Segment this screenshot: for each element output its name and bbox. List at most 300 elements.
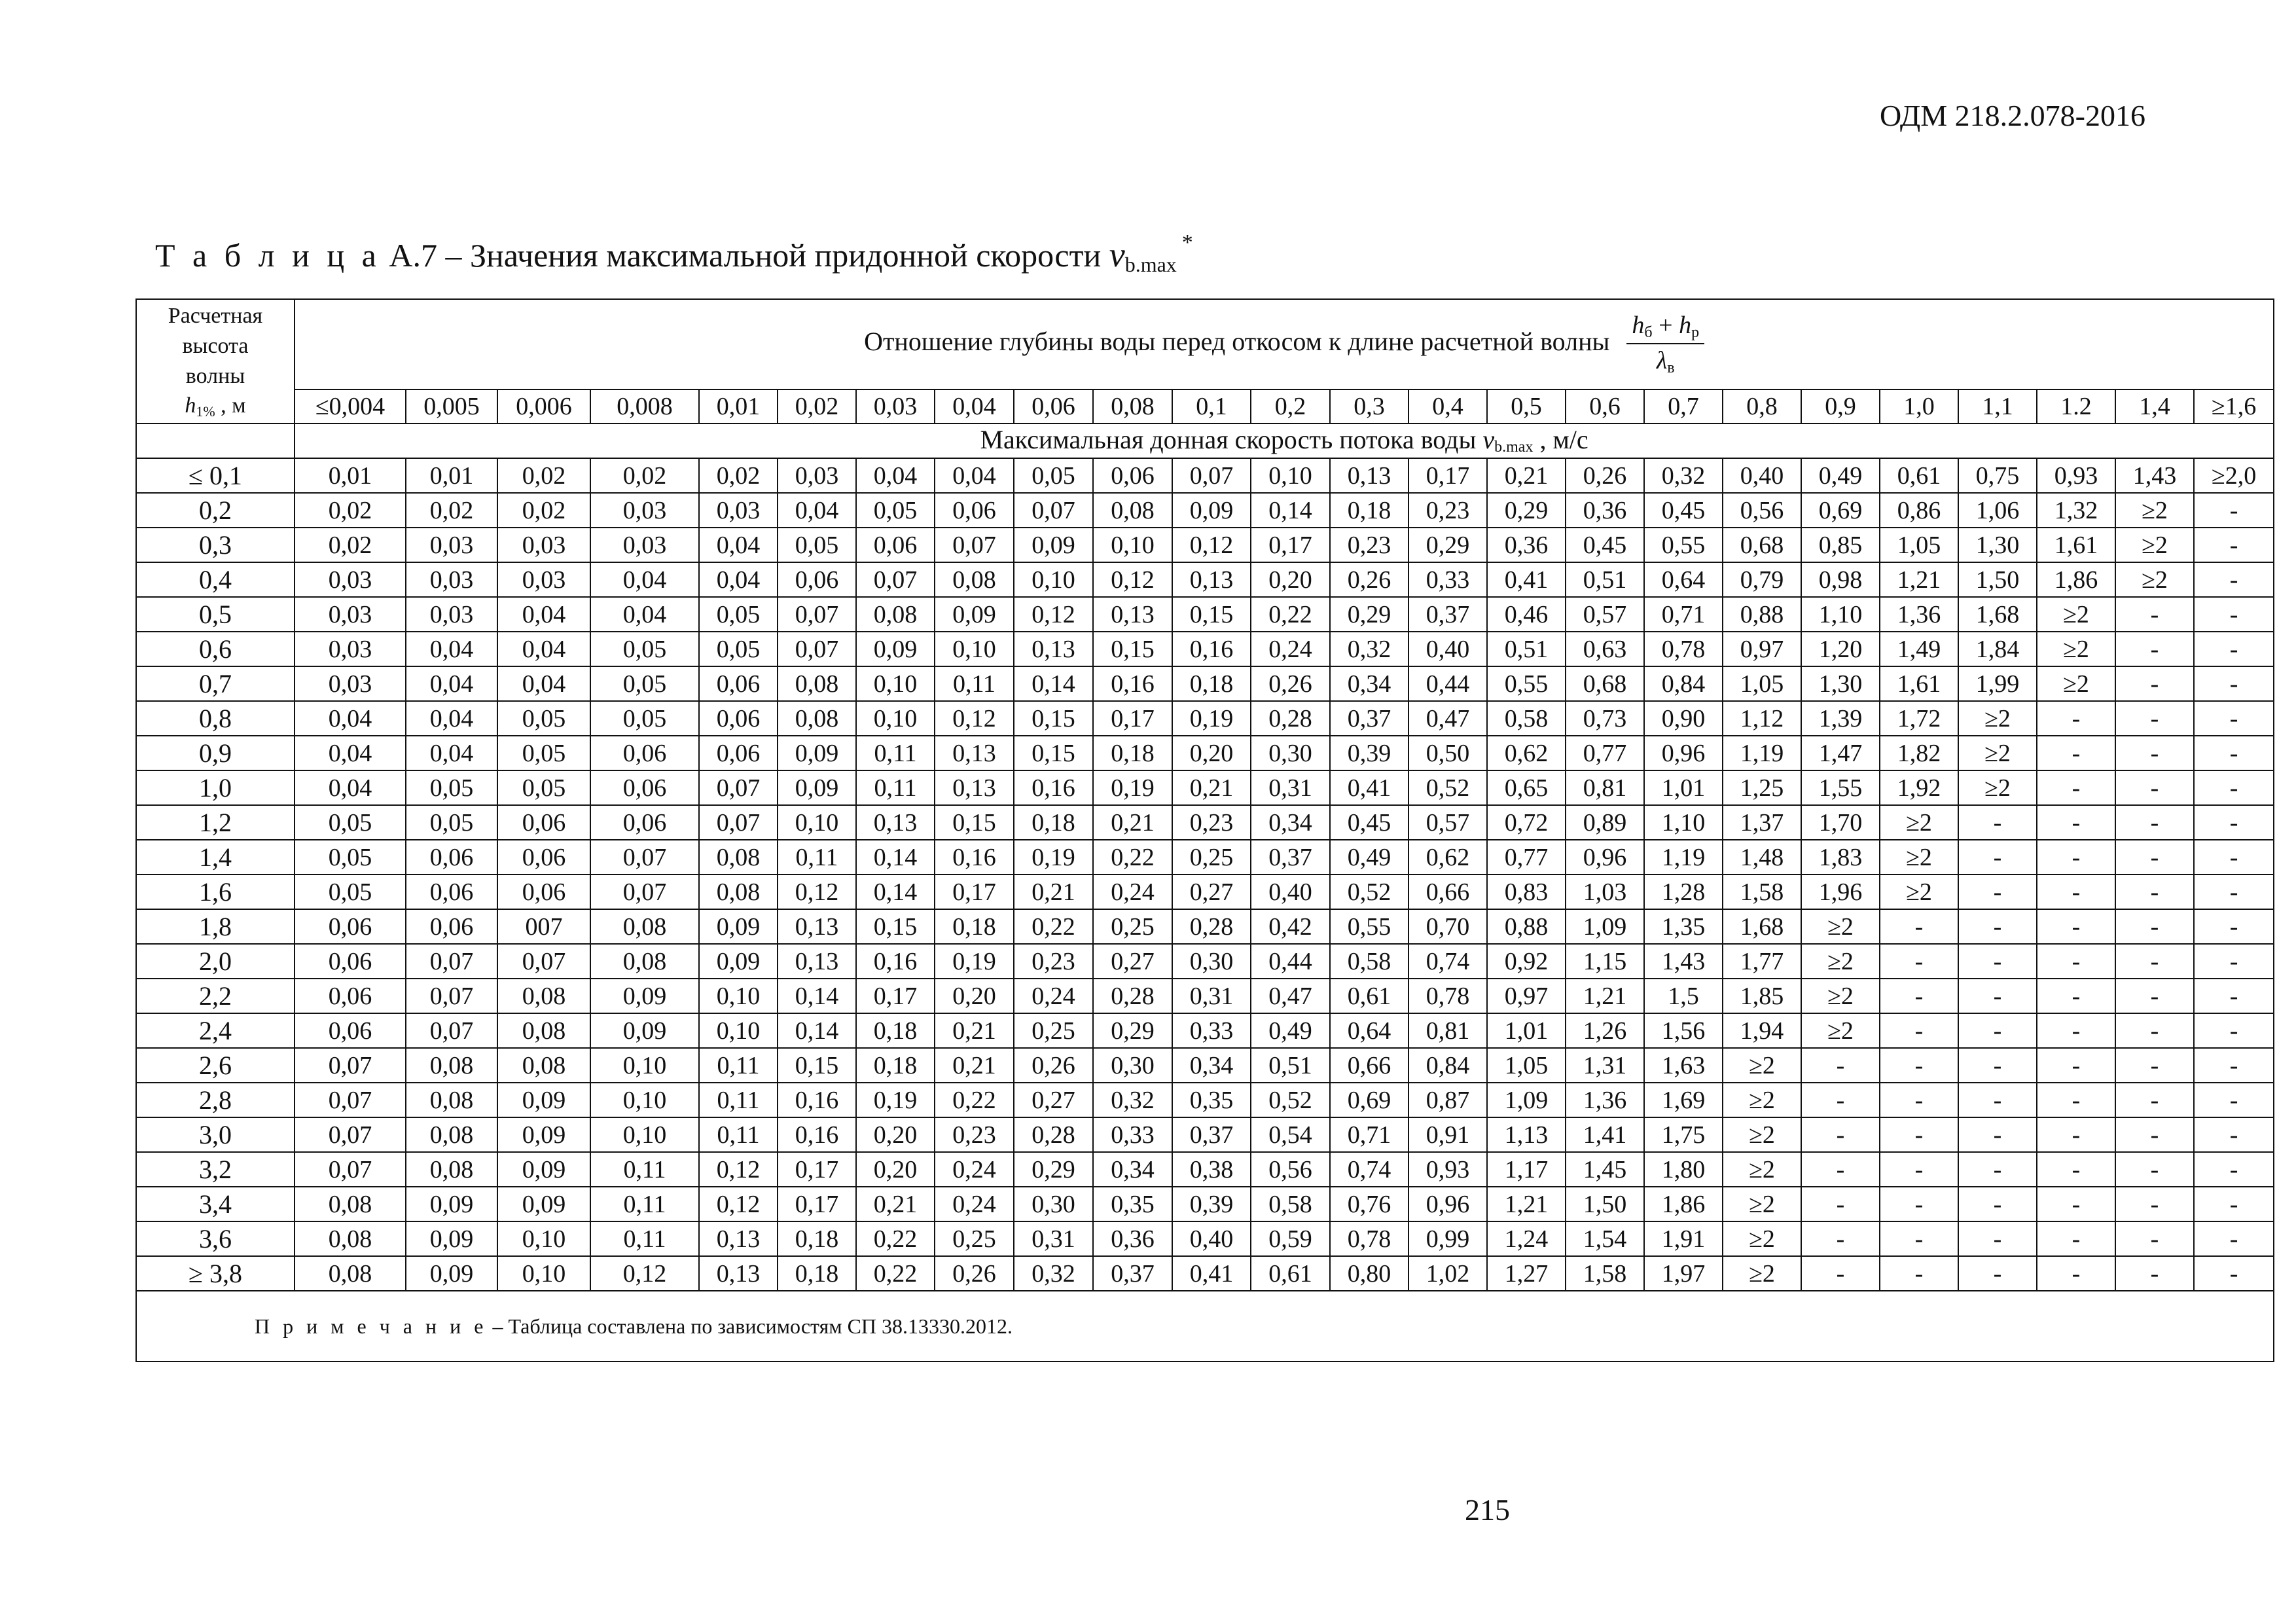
velocity-cell: 0,49 <box>1251 1013 1330 1048</box>
velocity-cell: ≥2 <box>1880 805 1958 840</box>
velocity-cell: 1,09 <box>1566 909 1644 944</box>
velocity-cell: 0,06 <box>778 562 856 597</box>
velocity-cell: - <box>2037 1117 2115 1152</box>
velocity-cell: - <box>1958 1221 2037 1256</box>
velocity-cell: 0,18 <box>778 1256 856 1291</box>
velocity-cell: 0,18 <box>856 1048 935 1083</box>
velocity-cell: ≥2 <box>1723 1187 1801 1221</box>
velocity-cell: 1,75 <box>1644 1117 1723 1152</box>
velocity-cell: 0,07 <box>699 805 778 840</box>
velocity-cell: - <box>2194 562 2274 597</box>
velocity-cell: 0,02 <box>497 493 590 528</box>
velocity-cell: 0,08 <box>497 1013 590 1048</box>
velocity-cell: 1,80 <box>1644 1152 1723 1187</box>
velocity-cell: 0,05 <box>590 701 699 736</box>
velocity-cell: - <box>2115 701 2194 736</box>
velocity-cell: 0,77 <box>1487 840 1566 875</box>
velocity-cell: 1,39 <box>1801 701 1880 736</box>
velocity-cell: 0,03 <box>295 562 406 597</box>
velocity-cell: 0,46 <box>1487 597 1566 632</box>
wave-height-cell: 0,5 <box>136 597 295 632</box>
table-row <box>136 666 2274 701</box>
velocity-cell: 0,20 <box>935 979 1014 1013</box>
velocity-cell: - <box>2037 979 2115 1013</box>
velocity-cell: 0,06 <box>1093 458 1172 493</box>
velocity-cell: 0,93 <box>1408 1152 1487 1187</box>
velocity-cell: 0,24 <box>935 1152 1014 1187</box>
caption-sub: b.max <box>1124 253 1177 276</box>
velocity-cell: 1,24 <box>1487 1221 1566 1256</box>
velocity-cell: 0,09 <box>1014 528 1093 562</box>
velocity-cell: ≥2,0 <box>2194 458 2274 493</box>
velocity-cell: 0,05 <box>497 736 590 770</box>
column-header: 0,8 <box>1723 389 1801 424</box>
velocity-cell: 0,78 <box>1644 632 1723 666</box>
column-header: 0,02 <box>778 389 856 424</box>
wave-height-cell: 0,3 <box>136 528 295 562</box>
wave-height-cell: 1,4 <box>136 840 295 875</box>
velocity-cell: 0,20 <box>1172 736 1251 770</box>
table-caption <box>155 230 1193 277</box>
velocity-cell: 0,70 <box>1408 909 1487 944</box>
velocity-cell: - <box>1958 1013 2037 1048</box>
velocity-cell: 0,03 <box>295 597 406 632</box>
velocity-cell: 1,10 <box>1644 805 1723 840</box>
velocity-cell: 0,66 <box>1408 875 1487 909</box>
velocity-cell: 0,03 <box>295 666 406 701</box>
velocity-cell: - <box>2115 770 2194 805</box>
velocity-cell: - <box>2194 1221 2274 1256</box>
velocity-cell: - <box>1880 909 1958 944</box>
velocity-cell: 0,07 <box>295 1048 406 1083</box>
velocity-cell: 0,06 <box>406 909 497 944</box>
velocity-cell: 0,96 <box>1566 840 1644 875</box>
velocity-cell: 0,08 <box>699 875 778 909</box>
velocity-cell: 0,11 <box>699 1048 778 1083</box>
velocity-cell: 0,08 <box>699 840 778 875</box>
velocity-cell: ≥2 <box>2037 666 2115 701</box>
velocity-cell: 0,02 <box>406 493 497 528</box>
table-row <box>136 1048 2274 1083</box>
velocity-cell: 1,01 <box>1487 1013 1566 1048</box>
velocity-cell: 0,03 <box>406 562 497 597</box>
velocity-cell: 0,07 <box>1014 493 1093 528</box>
velocity-cell: - <box>2115 1117 2194 1152</box>
velocity-cell: - <box>2037 701 2115 736</box>
velocity-cell: 0,05 <box>699 632 778 666</box>
velocity-cell: 0,84 <box>1644 666 1723 701</box>
caption-text: А.7 – Значения максимальной придонной скорости <box>380 237 1109 274</box>
velocity-cell: 0,72 <box>1487 805 1566 840</box>
velocity-cell: 0,13 <box>1330 458 1408 493</box>
velocity-cell: 0,91 <box>1408 1117 1487 1152</box>
velocity-cell: 0,06 <box>856 528 935 562</box>
velocity-cell: 0,06 <box>935 493 1014 528</box>
page-number: 215 <box>1465 1493 1510 1526</box>
ratio-title-cell <box>295 299 2274 389</box>
velocity-cell: 007 <box>497 909 590 944</box>
column-header: 1.2 <box>2037 389 2115 424</box>
column-header: 0,2 <box>1251 389 1330 424</box>
table-row <box>136 944 2274 979</box>
velocity-cell: 0,32 <box>1330 632 1408 666</box>
velocity-cell: 0,07 <box>699 770 778 805</box>
velocity-cell: 0,18 <box>935 909 1014 944</box>
velocity-cell: - <box>1958 875 2037 909</box>
velocity-cell: 0,39 <box>1172 1187 1251 1221</box>
velocity-cell: 0,37 <box>1172 1117 1251 1152</box>
velocity-cell: 0,09 <box>497 1117 590 1152</box>
velocity-cell: 0,06 <box>295 979 406 1013</box>
velocity-cell: 1,19 <box>1644 840 1723 875</box>
velocity-cell: 0,40 <box>1723 458 1801 493</box>
velocity-cell: - <box>1880 944 1958 979</box>
velocity-cell: 0,10 <box>497 1256 590 1291</box>
velocity-cell: 0,04 <box>497 597 590 632</box>
velocity-cell: 0,16 <box>1172 632 1251 666</box>
velocity-cell: - <box>2115 1152 2194 1187</box>
velocity-cell: 0,58 <box>1330 944 1408 979</box>
velocity-cell: ≥2 <box>2115 528 2194 562</box>
velocity-cell: 0,05 <box>1014 458 1093 493</box>
velocity-cell: 0,63 <box>1566 632 1644 666</box>
velocity-cell: 0,34 <box>1251 805 1330 840</box>
velocity-cell: 0,11 <box>856 770 935 805</box>
velocity-cell: 0,13 <box>1172 562 1251 597</box>
velocity-cell: - <box>1801 1256 1880 1291</box>
velocity-cell: 0,88 <box>1487 909 1566 944</box>
velocity-cell: 0,29 <box>1487 493 1566 528</box>
velocity-cell: 0,30 <box>1014 1187 1093 1221</box>
velocity-cell: 0,41 <box>1487 562 1566 597</box>
velocity-cell: 0,09 <box>699 944 778 979</box>
velocity-cell: 0,38 <box>1172 1152 1251 1187</box>
velocity-cell: ≥2 <box>2115 493 2194 528</box>
velocity-cell: 0,22 <box>1093 840 1172 875</box>
velocity-cell: 0,06 <box>295 909 406 944</box>
velocity-cell: 0,10 <box>856 701 935 736</box>
velocity-cell: 0,12 <box>1172 528 1251 562</box>
velocity-cell: 0,10 <box>1014 562 1093 597</box>
velocity-cell: 0,21 <box>935 1013 1014 1048</box>
wave-height-cell: ≤ 0,1 <box>136 458 295 493</box>
table-row <box>136 805 2274 840</box>
velocity-cell: 0,66 <box>1330 1048 1408 1083</box>
velocity-cell: - <box>2037 1256 2115 1291</box>
table-row <box>136 597 2274 632</box>
velocity-cell: ≥2 <box>1723 1083 1801 1117</box>
velocity-cell: ≥2 <box>1723 1048 1801 1083</box>
velocity-cell: 0,15 <box>856 909 935 944</box>
wave-height-cell: 0,9 <box>136 736 295 770</box>
velocity-cell: 0,08 <box>1093 493 1172 528</box>
velocity-cell: 0,06 <box>590 770 699 805</box>
velocity-cell: 0,05 <box>856 493 935 528</box>
velocity-cell: 0,13 <box>935 770 1014 805</box>
velocity-cell: - <box>2037 909 2115 944</box>
velocity-cell: - <box>2037 1048 2115 1083</box>
velocity-cell: - <box>1958 840 2037 875</box>
velocity-cell: 0,16 <box>1014 770 1093 805</box>
velocity-cell: 0,93 <box>2037 458 2115 493</box>
velocity-cell: 0,26 <box>1330 562 1408 597</box>
table-note <box>136 1291 2274 1362</box>
velocity-cell: 1,91 <box>1644 1221 1723 1256</box>
column-header: 0,5 <box>1487 389 1566 424</box>
velocity-cell: 1,61 <box>1880 666 1958 701</box>
column-header: 0,1 <box>1172 389 1251 424</box>
velocity-cell: 1,86 <box>2037 562 2115 597</box>
velocity-cell: 0,34 <box>1172 1048 1251 1083</box>
velocity-cell: 0,05 <box>497 770 590 805</box>
column-header: 0,03 <box>856 389 935 424</box>
row-header-var: h <box>185 393 196 418</box>
column-header: 0,4 <box>1408 389 1487 424</box>
velocity-cell: 1,97 <box>1644 1256 1723 1291</box>
velocity-cell: 1,54 <box>1566 1221 1644 1256</box>
velocity-cell: - <box>1958 1187 2037 1221</box>
velocity-cell: 0,23 <box>1330 528 1408 562</box>
velocity-cell: 0,13 <box>935 736 1014 770</box>
caption-sup: * <box>1181 230 1193 255</box>
velocity-cell: 0,05 <box>406 805 497 840</box>
velocity-cell: 0,18 <box>1014 805 1093 840</box>
velocity-table <box>135 298 2274 1362</box>
velocity-cell: 0,71 <box>1330 1117 1408 1152</box>
velocity-cell: 0,45 <box>1566 528 1644 562</box>
velocity-cell: 0,10 <box>778 805 856 840</box>
velocity-cell: - <box>2194 1117 2274 1152</box>
velocity-cell: 0,33 <box>1408 562 1487 597</box>
velocity-cell: 1,28 <box>1644 875 1723 909</box>
velocity-cell: 0,10 <box>935 632 1014 666</box>
velocity-cell: - <box>2037 1013 2115 1048</box>
wave-height-cell: 2,0 <box>136 944 295 979</box>
velocity-cell: 0,17 <box>856 979 935 1013</box>
velocity-cell: 0,17 <box>935 875 1014 909</box>
velocity-cell: 1,09 <box>1487 1083 1566 1117</box>
velocity-cell: 1,30 <box>1801 666 1880 701</box>
velocity-cell: 0,15 <box>1172 597 1251 632</box>
velocity-cell: 0,13 <box>778 909 856 944</box>
velocity-cell: 0,28 <box>1172 909 1251 944</box>
table-row <box>136 979 2274 1013</box>
velocity-cell: - <box>2194 909 2274 944</box>
velocity-cell: 1,48 <box>1723 840 1801 875</box>
velocity-cell: 0,04 <box>406 701 497 736</box>
velocity-cell: 0,36 <box>1487 528 1566 562</box>
velocity-cell: 0,35 <box>1093 1187 1172 1221</box>
velocity-cell: 0,05 <box>699 597 778 632</box>
velocity-subtitle: Максимальная донная скорость потока воды $v_{b.max}$ , м/с <box>295 424 2274 458</box>
velocity-cell: 0,14 <box>778 979 856 1013</box>
velocity-cell: 0,81 <box>1566 770 1644 805</box>
velocity-cell: 0,06 <box>699 666 778 701</box>
velocity-cell: 0,04 <box>856 458 935 493</box>
velocity-cell: 0,08 <box>406 1048 497 1083</box>
table-row <box>136 1221 2274 1256</box>
velocity-cell: 0,30 <box>1251 736 1330 770</box>
velocity-cell: - <box>2037 770 2115 805</box>
velocity-cell: 1,85 <box>1723 979 1801 1013</box>
velocity-cell: - <box>2194 770 2274 805</box>
velocity-cell: - <box>1880 1221 1958 1256</box>
velocity-cell: 0,19 <box>1093 770 1172 805</box>
velocity-cell: 0,04 <box>590 597 699 632</box>
velocity-cell: 0,49 <box>1330 840 1408 875</box>
table-row <box>136 493 2274 528</box>
velocity-cell: - <box>1958 909 2037 944</box>
velocity-cell: 0,83 <box>1487 875 1566 909</box>
table-row <box>136 1083 2274 1117</box>
velocity-cell: 0,24 <box>935 1187 1014 1221</box>
velocity-cell: 0,81 <box>1408 1013 1487 1048</box>
velocity-cell: 0,41 <box>1330 770 1408 805</box>
velocity-cell: 0,14 <box>856 875 935 909</box>
velocity-cell: 0,09 <box>935 597 1014 632</box>
velocity-cell: - <box>2115 875 2194 909</box>
velocity-cell: 1,13 <box>1487 1117 1566 1152</box>
velocity-cell: - <box>1801 1083 1880 1117</box>
velocity-cell: 0,61 <box>1880 458 1958 493</box>
velocity-cell: 1,82 <box>1880 736 1958 770</box>
velocity-cell: - <box>1880 979 1958 1013</box>
velocity-cell: 0,18 <box>1093 736 1172 770</box>
velocity-cell: 0,09 <box>590 1013 699 1048</box>
velocity-cell: 0,04 <box>497 632 590 666</box>
row-header-sub: 1% <box>196 403 215 420</box>
velocity-cell: 1,21 <box>1880 562 1958 597</box>
velocity-cell: - <box>2115 1048 2194 1083</box>
velocity-cell: 1,35 <box>1644 909 1723 944</box>
velocity-cell: 0,26 <box>1566 458 1644 493</box>
column-header-row <box>136 389 2274 424</box>
velocity-cell: 0,22 <box>935 1083 1014 1117</box>
velocity-cell: 1,63 <box>1644 1048 1723 1083</box>
velocity-cell: 0,08 <box>590 909 699 944</box>
velocity-cell: 1,12 <box>1723 701 1801 736</box>
column-header: 0,6 <box>1566 389 1644 424</box>
velocity-cell: 1,94 <box>1723 1013 1801 1048</box>
velocity-cell: 0,37 <box>1408 597 1487 632</box>
velocity-cell: 0,09 <box>406 1256 497 1291</box>
velocity-cell: 0,51 <box>1487 632 1566 666</box>
velocity-cell: 0,13 <box>778 944 856 979</box>
velocity-cell: 0,06 <box>590 805 699 840</box>
velocity-cell: 0,59 <box>1251 1221 1330 1256</box>
table-row <box>136 736 2274 770</box>
velocity-cell: - <box>2115 944 2194 979</box>
velocity-cell: - <box>2115 1083 2194 1117</box>
velocity-cell: - <box>2115 1221 2194 1256</box>
velocity-cell: 0,89 <box>1566 805 1644 840</box>
wave-height-cell: 2,6 <box>136 1048 295 1083</box>
velocity-cell: 0,78 <box>1330 1221 1408 1256</box>
velocity-cell: - <box>2115 736 2194 770</box>
velocity-cell: 0,13 <box>699 1256 778 1291</box>
velocity-cell: 0,10 <box>699 979 778 1013</box>
velocity-cell: ≥2 <box>1801 1013 1880 1048</box>
fraction-numerator: hб + hр <box>1626 313 1704 344</box>
velocity-cell: 0,11 <box>778 840 856 875</box>
velocity-cell: 0,56 <box>1723 493 1801 528</box>
velocity-cell: 1,69 <box>1644 1083 1723 1117</box>
velocity-cell: 0,12 <box>699 1152 778 1187</box>
velocity-cell: 0,42 <box>1251 909 1330 944</box>
velocity-cell: 0,13 <box>699 1221 778 1256</box>
velocity-cell: 0,76 <box>1330 1187 1408 1221</box>
velocity-cell: - <box>2115 1013 2194 1048</box>
table-row <box>136 1117 2274 1152</box>
velocity-cell: 0,08 <box>778 701 856 736</box>
velocity-cell: - <box>1880 1256 1958 1291</box>
velocity-cell: 0,27 <box>1093 944 1172 979</box>
velocity-cell: 1,55 <box>1801 770 1880 805</box>
velocity-cell: 0,06 <box>295 1013 406 1048</box>
column-header: 0,06 <box>1014 389 1093 424</box>
velocity-cell: 0,25 <box>935 1221 1014 1256</box>
velocity-cell: 1,45 <box>1566 1152 1644 1187</box>
velocity-cell: 0,09 <box>1172 493 1251 528</box>
velocity-cell: 0,45 <box>1644 493 1723 528</box>
velocity-cell: 1,50 <box>1958 562 2037 597</box>
table-row <box>136 458 2274 493</box>
velocity-cell: 0,03 <box>406 528 497 562</box>
velocity-cell: 1,5 <box>1644 979 1723 1013</box>
velocity-cell: 0,07 <box>590 875 699 909</box>
velocity-cell: 0,77 <box>1566 736 1644 770</box>
velocity-cell: 0,05 <box>406 770 497 805</box>
velocity-cell: 0,30 <box>1172 944 1251 979</box>
velocity-cell: 1,84 <box>1958 632 2037 666</box>
velocity-cell: - <box>1801 1117 1880 1152</box>
velocity-cell: 0,04 <box>295 736 406 770</box>
velocity-cell: 0,05 <box>590 666 699 701</box>
velocity-cell: 0,84 <box>1408 1048 1487 1083</box>
velocity-cell: 0,29 <box>1330 597 1408 632</box>
velocity-cell: 0,09 <box>497 1083 590 1117</box>
caption-prefix: Т а б л и ц а <box>155 237 381 274</box>
velocity-cell: 0,52 <box>1408 770 1487 805</box>
fraction-denominator: λв <box>1656 347 1675 376</box>
velocity-cell: - <box>1880 1187 1958 1221</box>
velocity-cell: 0,03 <box>497 562 590 597</box>
velocity-cell: 0,56 <box>1251 1152 1330 1187</box>
velocity-cell: 0,69 <box>1801 493 1880 528</box>
velocity-cell: 0,57 <box>1566 597 1644 632</box>
velocity-cell: - <box>1958 1152 2037 1187</box>
velocity-cell: ≥2 <box>1880 875 1958 909</box>
velocity-cell: 0,07 <box>497 944 590 979</box>
velocity-cell: - <box>1801 1221 1880 1256</box>
velocity-cell: 1,05 <box>1487 1048 1566 1083</box>
velocity-cell: 0,27 <box>1172 875 1251 909</box>
velocity-cell: 1,32 <box>2037 493 2115 528</box>
velocity-cell: - <box>2194 1083 2274 1117</box>
velocity-cell: 0,05 <box>497 701 590 736</box>
wave-height-cell: 1,2 <box>136 805 295 840</box>
velocity-cell: ≥2 <box>2115 562 2194 597</box>
velocity-cell: 0,32 <box>1093 1083 1172 1117</box>
velocity-cell: 0,10 <box>856 666 935 701</box>
wave-height-cell: 0,2 <box>136 493 295 528</box>
velocity-cell: 1,47 <box>1801 736 1880 770</box>
velocity-cell: ≥2 <box>1958 736 2037 770</box>
velocity-cell: 0,05 <box>295 805 406 840</box>
column-header: 0,01 <box>699 389 778 424</box>
velocity-cell: 0,51 <box>1251 1048 1330 1083</box>
velocity-cell: 1,68 <box>1723 909 1801 944</box>
